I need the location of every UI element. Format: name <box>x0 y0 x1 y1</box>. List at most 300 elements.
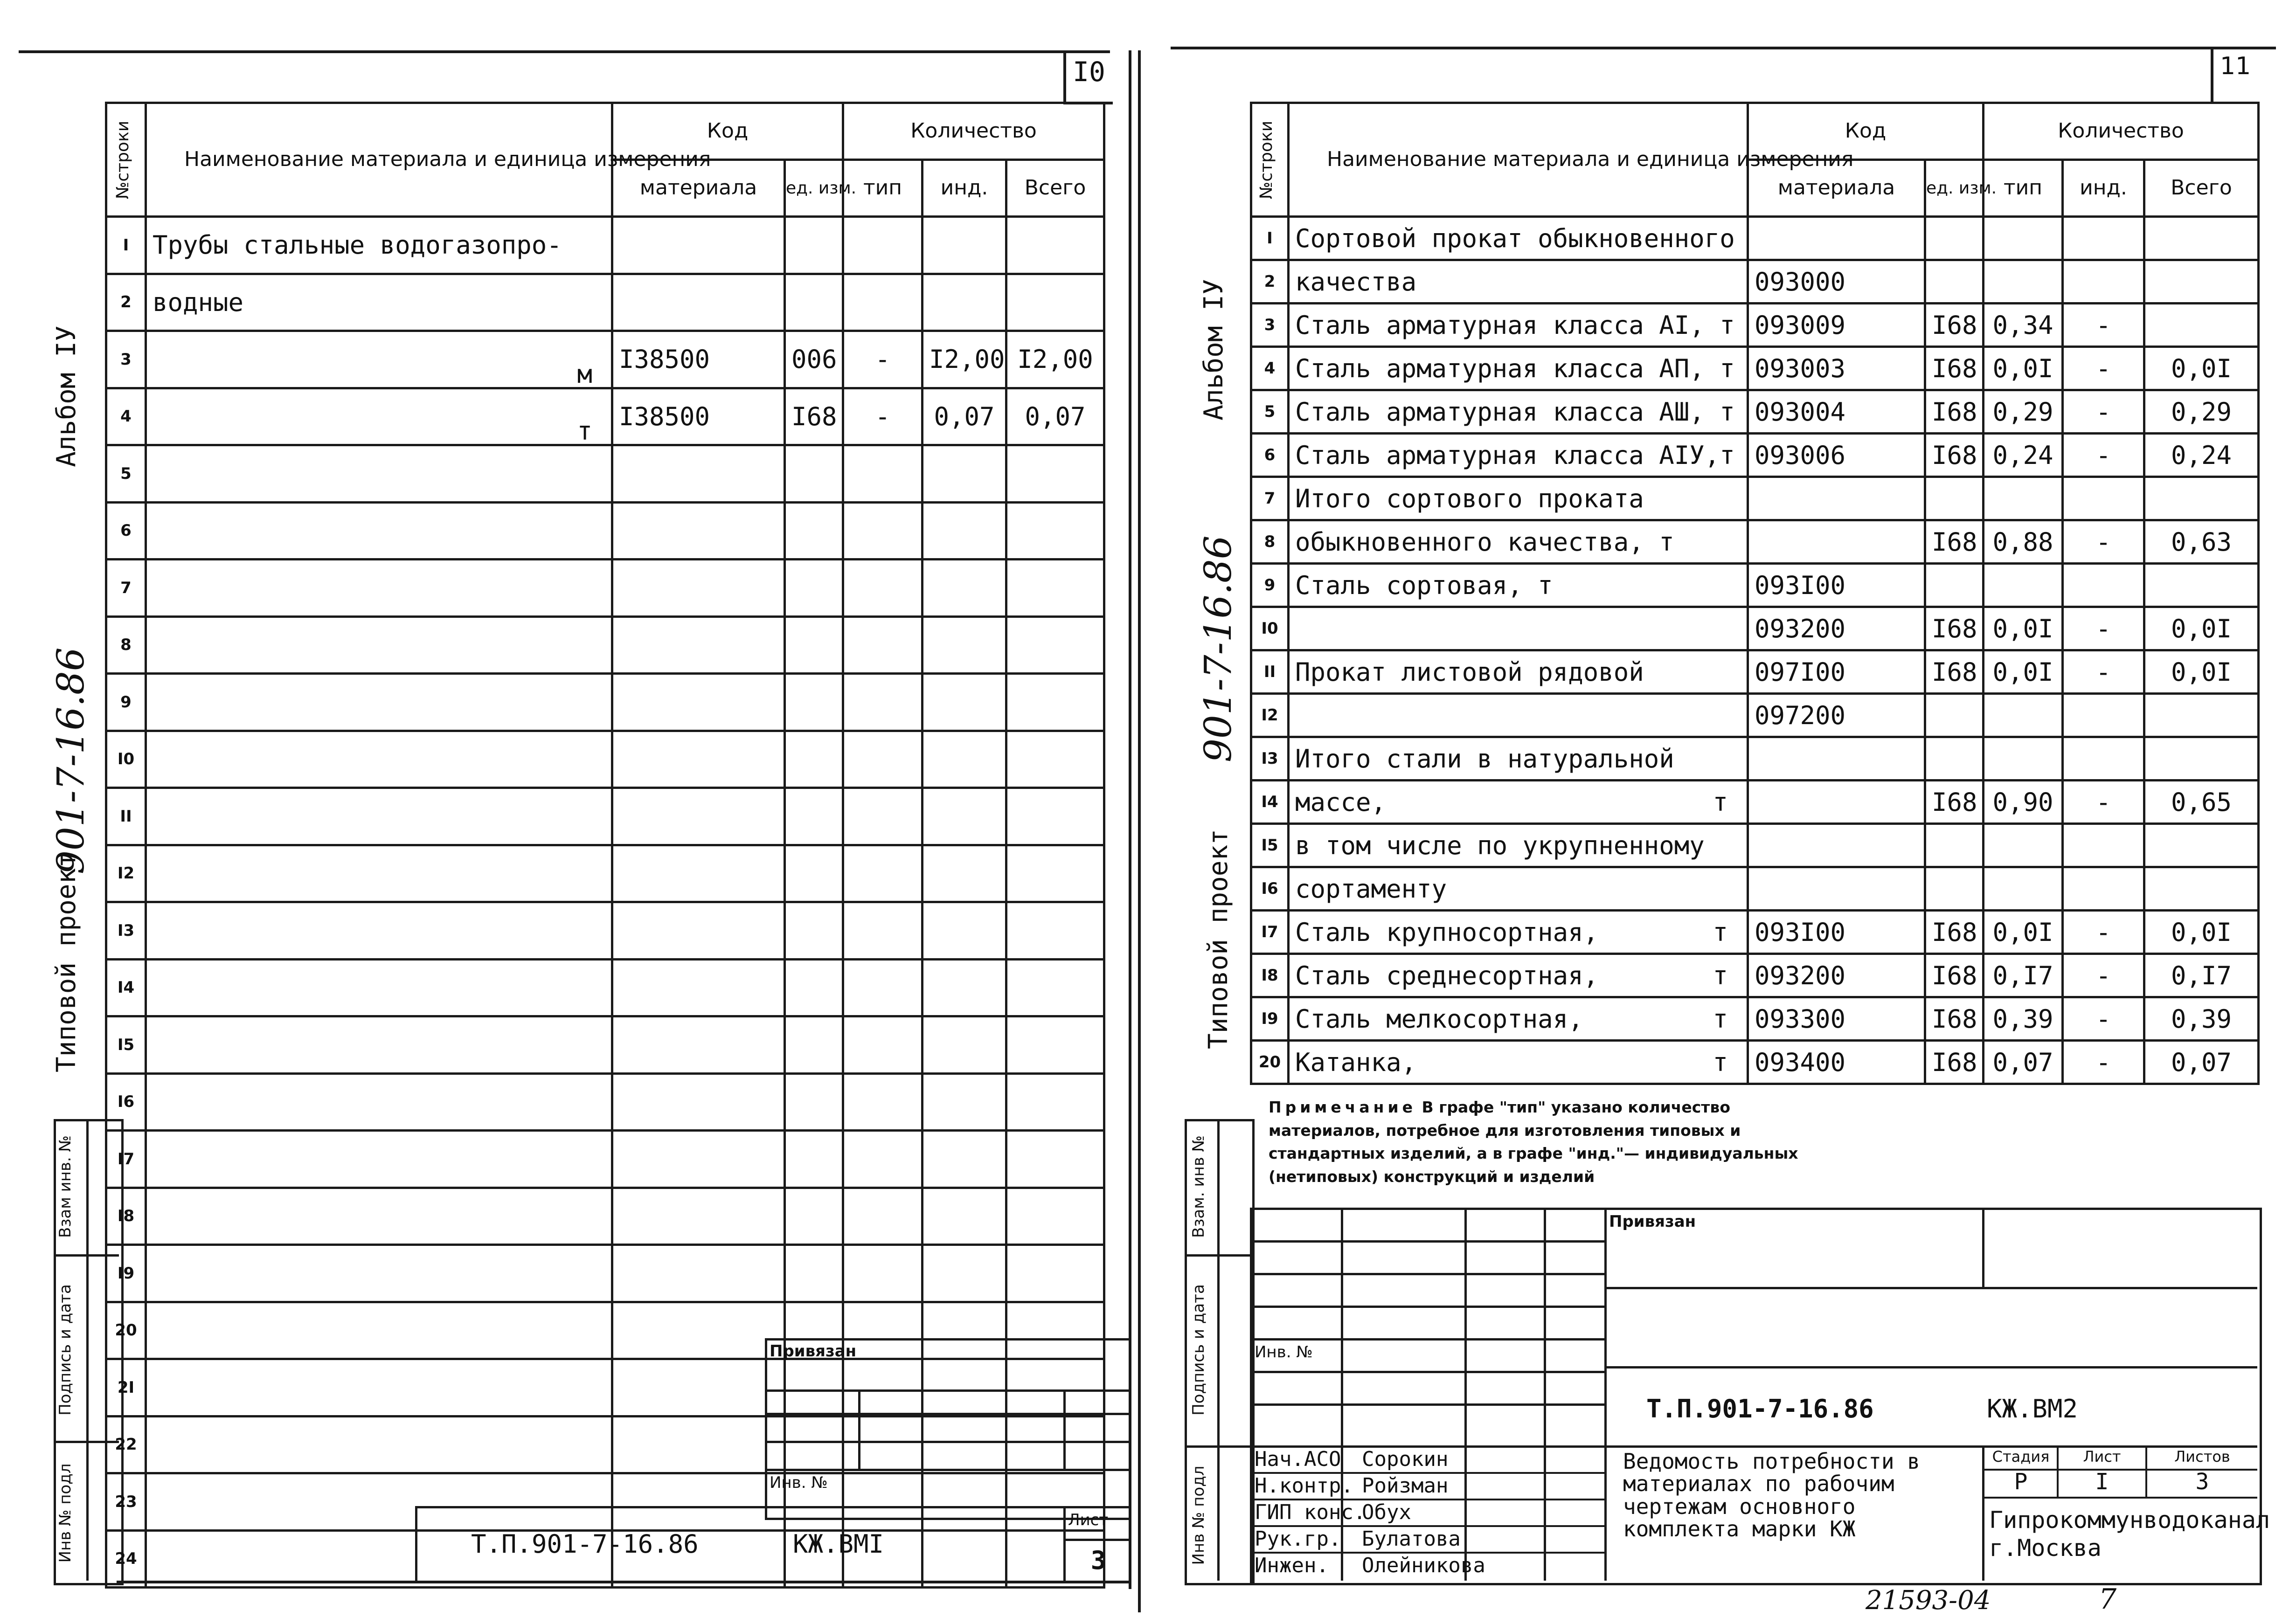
unit-code <box>785 502 843 560</box>
quantity-ind: - <box>2063 997 2144 1041</box>
material-name-text: в том числе по укрупненному <box>1295 830 1705 860</box>
material-name <box>1289 564 1748 607</box>
material-code <box>612 731 785 788</box>
material-name <box>1289 607 1748 650</box>
material-code: 093I00 <box>1748 564 1925 607</box>
quantity-total <box>1006 274 1104 331</box>
material-name <box>146 959 612 1016</box>
sheet-number: 3 <box>1090 1546 1106 1575</box>
row-number: I <box>106 217 146 274</box>
signatory-name: Олейникова <box>1362 1554 1485 1577</box>
material-name-text: обыкновенного качества, т <box>1295 527 1674 557</box>
quantity-ind: 0,07 <box>923 388 1006 445</box>
quantity-ind <box>2063 694 2144 737</box>
quantity-total: 0,0I <box>2144 347 2259 390</box>
signatory-name: Сорокин <box>1362 1447 1449 1471</box>
unit-of-measure: т <box>1713 917 1728 947</box>
unit-code <box>785 845 843 902</box>
quantity-total: 0,0I <box>2144 607 2259 650</box>
material-name <box>146 1016 612 1074</box>
table-row <box>1251 737 2259 781</box>
quantity-ind: - <box>2063 607 2144 650</box>
quantity-type <box>843 1188 923 1245</box>
quantity-ind <box>923 616 1006 674</box>
material-name <box>1289 737 1748 781</box>
album-label-right: Альбом IУ <box>1199 279 1229 421</box>
quantity-type <box>843 217 923 274</box>
material-code <box>1748 520 1925 564</box>
quantity-ind: - <box>2063 434 2144 477</box>
quantity-total: I2,00 <box>1006 331 1104 388</box>
quantity-ind <box>923 845 1006 902</box>
note-title: Примечание <box>1269 1098 1416 1116</box>
material-code <box>1748 824 1925 867</box>
unit-code <box>1925 737 1984 781</box>
album-label: Альбом IУ <box>51 325 82 467</box>
table-row <box>1251 1041 2259 1084</box>
signatory-name: Ройзман <box>1362 1474 1449 1498</box>
quantity-ind: - <box>2063 520 2144 564</box>
table-row <box>1251 867 2259 911</box>
material-code: 093000 <box>1748 260 1925 304</box>
unit-code <box>785 731 843 788</box>
unit-code <box>785 674 843 731</box>
table-row <box>1251 564 2259 607</box>
material-code <box>612 1016 785 1074</box>
material-name <box>1289 477 1748 520</box>
quantity-ind: I2,00 <box>923 331 1006 388</box>
table-row <box>1251 477 2259 520</box>
table-row <box>106 502 1104 560</box>
sheet-label: Лист <box>1068 1511 1109 1529</box>
quantity-total <box>2144 694 2259 737</box>
unit-code <box>785 616 843 674</box>
quantity-type <box>843 1245 923 1302</box>
margin-label-signature: Подпись и дата <box>56 1284 75 1416</box>
row-number: I9 <box>106 1245 146 1302</box>
material-name <box>146 1359 612 1417</box>
quantity-type <box>843 845 923 902</box>
table-row <box>1251 304 2259 347</box>
project-code-handwritten-right: 901-7-16.86 <box>1196 535 1240 762</box>
table-row <box>1251 217 2259 260</box>
quantity-type: 0,24 <box>1984 434 2063 477</box>
table-row <box>106 902 1104 960</box>
unit-code <box>785 1245 843 1302</box>
quantity-ind: - <box>2063 304 2144 347</box>
row-number: 20 <box>1251 1041 1289 1084</box>
quantity-total <box>2144 260 2259 304</box>
material-name <box>1289 390 1748 434</box>
material-name-text: Прокат листовой рядовой <box>1295 657 1644 687</box>
quantity-total <box>1006 502 1104 560</box>
material-name <box>146 217 612 274</box>
row-number: I <box>1251 217 1289 260</box>
unit-code: I68 <box>1925 347 1984 390</box>
material-code <box>612 674 785 731</box>
material-name <box>146 1131 612 1188</box>
material-name <box>1289 694 1748 737</box>
signatory-name: Булатова <box>1362 1527 1461 1551</box>
quantity-type <box>843 502 923 560</box>
material-code: 093200 <box>1748 607 1925 650</box>
quantity-ind <box>2063 564 2144 607</box>
material-name <box>1289 781 1748 824</box>
doc-number-right: Т.П.901-7-16.86 <box>1646 1394 1874 1424</box>
table-row <box>106 959 1104 1016</box>
quantity-total <box>1006 1073 1104 1131</box>
table-row <box>1251 650 2259 694</box>
material-code: I38500 <box>612 388 785 445</box>
table-row <box>1251 781 2259 824</box>
quantity-total <box>2144 867 2259 911</box>
quantity-type: - <box>843 331 923 388</box>
row-number: 6 <box>106 502 146 560</box>
row-number: 9 <box>106 674 146 731</box>
doc-mark: КЖ.ВМI <box>793 1529 884 1559</box>
material-code <box>1748 737 1925 781</box>
row-number: 23 <box>106 1473 146 1531</box>
quantity-total <box>1006 902 1104 960</box>
material-name <box>146 274 612 331</box>
table-row <box>1251 911 2259 954</box>
quantity-type: 0,0I <box>1984 347 2063 390</box>
row-number: II <box>1251 650 1289 694</box>
row-number: 4 <box>106 388 146 445</box>
table-row <box>106 560 1104 617</box>
material-name-text: Итого стали в натуральной <box>1295 744 1674 774</box>
privyazan-label: Привязан <box>770 1342 857 1361</box>
material-name-text: Итого сортового проката <box>1295 484 1644 513</box>
unit-code <box>1925 217 1984 260</box>
signatory-role: Инжен. <box>1255 1554 1329 1577</box>
row-number: I5 <box>1251 824 1289 867</box>
table-row <box>106 217 1104 274</box>
right-materials-table <box>1250 102 2260 1085</box>
doc-number: Т.П.901-7-16.86 <box>471 1529 699 1559</box>
material-name-text: Катанка, <box>1295 1047 1417 1077</box>
quantity-type <box>843 1131 923 1188</box>
row-number: I8 <box>1251 954 1289 997</box>
material-code <box>612 217 785 274</box>
quantity-type: 0,90 <box>1984 781 2063 824</box>
row-number: I6 <box>1251 867 1289 911</box>
quantity-type <box>1984 824 2063 867</box>
material-code: 093400 <box>1748 1041 1925 1084</box>
material-name <box>146 845 612 902</box>
material-code: 097I00 <box>1748 650 1925 694</box>
row-number: 7 <box>1251 477 1289 520</box>
material-code: 097200 <box>1748 694 1925 737</box>
quantity-ind: - <box>2063 911 2144 954</box>
quantity-type: 0,34 <box>1984 304 2063 347</box>
material-name <box>1289 650 1748 694</box>
unit-code: I68 <box>1925 911 1984 954</box>
quantity-type: 0,0I <box>1984 607 2063 650</box>
row-number: I2 <box>106 845 146 902</box>
quantity-total: 0,0I <box>2144 650 2259 694</box>
table-row <box>106 1131 1104 1188</box>
row-number: II <box>106 788 146 845</box>
row-number: 7 <box>106 560 146 617</box>
quantity-ind: - <box>2063 390 2144 434</box>
material-name <box>146 502 612 560</box>
table-row <box>106 788 1104 845</box>
material-name <box>146 331 612 388</box>
material-code <box>1748 867 1925 911</box>
quantity-total: 0,0I <box>2144 911 2259 954</box>
row-number: 9 <box>1251 564 1289 607</box>
quantity-type <box>843 274 923 331</box>
signatory-role: Рук.гр. <box>1255 1527 1341 1551</box>
quantity-type <box>843 731 923 788</box>
quantity-total: 0,24 <box>2144 434 2259 477</box>
quantity-ind: - <box>2063 1041 2144 1084</box>
quantity-total <box>1006 731 1104 788</box>
quantity-total <box>1006 1188 1104 1245</box>
unit-of-measure: т <box>1713 961 1728 990</box>
material-code <box>612 445 785 503</box>
quantity-ind <box>923 274 1006 331</box>
organization: Гипрокоммунводоканал г.Москва <box>1989 1507 2270 1562</box>
unit-code: I68 <box>1925 1041 1984 1084</box>
name-header: Наименование материала и единица измерения <box>146 103 612 217</box>
table-row <box>1251 824 2259 867</box>
unit-code: I68 <box>785 388 843 445</box>
material-code <box>1748 477 1925 520</box>
quantity-ind <box>923 902 1006 960</box>
quantity-ind <box>923 788 1006 845</box>
unit-of-measure: т <box>1713 787 1728 817</box>
unit-code: I68 <box>1925 390 1984 434</box>
quantity-type <box>1984 477 2063 520</box>
table-row <box>1251 347 2259 390</box>
material-name <box>146 445 612 503</box>
quantity-ind <box>923 1188 1006 1245</box>
quantity-ind: - <box>2063 954 2144 997</box>
table-row <box>106 1245 1104 1302</box>
material-name-text: Сталь арматурная класса АП, т <box>1295 353 1735 383</box>
row-number: 2I <box>106 1359 146 1417</box>
unit-of-measure: т <box>1713 1047 1728 1077</box>
quantity-type-header: тип <box>843 160 923 217</box>
archive-number: 21593-04 <box>1866 1585 1991 1616</box>
quantity-type <box>1984 217 2063 260</box>
material-name <box>1289 304 1748 347</box>
quantity-ind: - <box>2063 650 2144 694</box>
unit-code: I68 <box>1925 434 1984 477</box>
quantity-type <box>843 788 923 845</box>
material-code <box>612 616 785 674</box>
table-row <box>1251 694 2259 737</box>
unit-code <box>1925 564 1984 607</box>
quantity-total <box>2144 217 2259 260</box>
margin-label-inv-right: Инв № подл <box>1189 1465 1208 1565</box>
unit-code <box>1925 260 1984 304</box>
quantity-type <box>843 445 923 503</box>
material-name-text: качества <box>1295 267 1417 297</box>
table-row <box>1251 954 2259 997</box>
quantity-ind <box>923 560 1006 617</box>
quantity-ind: - <box>2063 347 2144 390</box>
quantity-ind <box>923 217 1006 274</box>
material-code: 093006 <box>1748 434 1925 477</box>
inv-label-right: Инв. № <box>1255 1343 1313 1361</box>
material-code <box>612 902 785 960</box>
quantity-total: 0,63 <box>2144 520 2259 564</box>
quantity-ind <box>923 674 1006 731</box>
material-code <box>612 1302 785 1359</box>
unit-code: I68 <box>1925 520 1984 564</box>
material-code <box>612 959 785 1016</box>
quantity-type <box>843 902 923 960</box>
unit-code <box>785 217 843 274</box>
material-code <box>612 845 785 902</box>
inv-label: Инв. № <box>770 1473 828 1492</box>
table-row <box>1251 520 2259 564</box>
stage-value: Р <box>2014 1469 2028 1495</box>
table-row <box>106 1188 1104 1245</box>
code-header: Код <box>612 103 843 160</box>
material-name <box>146 788 612 845</box>
unit-code <box>785 902 843 960</box>
quantity-total <box>1006 616 1104 674</box>
row-number: 3 <box>106 331 146 388</box>
material-code <box>1748 781 1925 824</box>
material-name <box>1289 954 1748 997</box>
quantity-type: 0,88 <box>1984 520 2063 564</box>
material-code <box>612 1359 785 1417</box>
unit-code: I68 <box>1925 650 1984 694</box>
row-number: 8 <box>1251 520 1289 564</box>
quantity-ind <box>2063 217 2144 260</box>
material-name <box>146 616 612 674</box>
code-unit-header: ед. изм. <box>785 160 843 217</box>
material-name <box>146 1073 612 1131</box>
material-code <box>612 1131 785 1188</box>
code-header-right: Код <box>1748 103 1984 160</box>
quantity-total <box>1006 788 1104 845</box>
unit-code: 006 <box>785 331 843 388</box>
sheets-value: 3 <box>2195 1469 2209 1495</box>
quantity-type <box>1984 694 2063 737</box>
unit-of-measure: м <box>577 359 592 389</box>
table-row <box>1251 390 2259 434</box>
table-row <box>106 674 1104 731</box>
material-name-text: сортаменту <box>1295 874 1447 904</box>
sheet-label-right: Лист <box>2083 1448 2121 1465</box>
row-number: 3 <box>1251 304 1289 347</box>
table-row <box>1251 260 2259 304</box>
quantity-ind <box>2063 824 2144 867</box>
table-row <box>106 388 1104 445</box>
margin-label-replace: Взам инв. № <box>56 1135 75 1238</box>
table-row <box>1251 607 2259 650</box>
quantity-type <box>1984 737 2063 781</box>
material-name-text: Сталь арматурная класса AI, т <box>1295 310 1735 340</box>
material-code <box>612 1188 785 1245</box>
material-code: 093300 <box>1748 997 1925 1041</box>
name-header-right: Наименование материала и единица измерения <box>1289 103 1748 217</box>
material-name <box>1289 434 1748 477</box>
table-row <box>1251 434 2259 477</box>
quantity-ind <box>923 502 1006 560</box>
row-number: I6 <box>106 1073 146 1131</box>
unit-code <box>785 445 843 503</box>
material-code <box>612 1416 785 1473</box>
unit-code <box>785 1073 843 1131</box>
quantity-ind-header-right: инд. <box>2063 160 2144 217</box>
unit-code <box>1925 824 1984 867</box>
quantity-type: 0,29 <box>1984 390 2063 434</box>
privyazan-label-right: Привязан <box>1609 1212 1696 1231</box>
quantity-type <box>843 560 923 617</box>
unit-of-measure: т <box>577 416 592 446</box>
quantity-ind: - <box>2063 781 2144 824</box>
row-number: 2 <box>106 274 146 331</box>
material-name <box>146 388 612 445</box>
quantity-type: - <box>843 388 923 445</box>
row-number: I3 <box>106 902 146 960</box>
quantity-header: Количество <box>843 103 1104 160</box>
margin-label-replace-right: Взам. инв № <box>1189 1135 1208 1238</box>
unit-code <box>785 1188 843 1245</box>
unit-code: I68 <box>1925 997 1984 1041</box>
material-name-text: Трубы стальные водогазопро- <box>153 230 562 260</box>
signatory-role: ГИП конс. <box>1255 1500 1366 1524</box>
row-number: I5 <box>106 1016 146 1074</box>
quantity-type <box>843 674 923 731</box>
material-name <box>146 1245 612 1302</box>
quantity-total-header-right: Всего <box>2144 160 2259 217</box>
quantity-type <box>843 1073 923 1131</box>
unit-code <box>785 788 843 845</box>
quantity-total <box>1006 1131 1104 1188</box>
quantity-ind <box>923 1245 1006 1302</box>
margin-label-inv: Инв № подл <box>56 1463 75 1563</box>
row-number: 22 <box>106 1416 146 1473</box>
row-number: 2 <box>1251 260 1289 304</box>
unit-code <box>785 274 843 331</box>
signatory-name: Обух <box>1362 1500 1411 1524</box>
row-number: 24 <box>106 1530 146 1588</box>
unit-code: I68 <box>1925 304 1984 347</box>
unit-code <box>1925 694 1984 737</box>
quantity-ind <box>923 1016 1006 1074</box>
material-name-text: Сталь среднесортная, <box>1295 961 1599 990</box>
quantity-header-right: Количество <box>1984 103 2259 160</box>
material-code <box>612 274 785 331</box>
table-row <box>106 845 1104 902</box>
material-name <box>1289 260 1748 304</box>
quantity-total: 0,07 <box>2144 1041 2259 1084</box>
unit-code: I68 <box>1925 607 1984 650</box>
row-number: I7 <box>106 1131 146 1188</box>
quantity-type: 0,07 <box>1984 1041 2063 1084</box>
row-number: 20 <box>106 1302 146 1359</box>
material-name-text: массе, <box>1295 787 1387 817</box>
code-material-header: материала <box>612 160 785 217</box>
quantity-type: 0,0I <box>1984 650 2063 694</box>
row-number: 5 <box>1251 390 1289 434</box>
quantity-total <box>2144 824 2259 867</box>
table-row <box>106 445 1104 503</box>
signatory-role: Нач.АСО <box>1255 1447 1341 1471</box>
quantity-ind <box>923 731 1006 788</box>
material-name <box>1289 1041 1748 1084</box>
quantity-type <box>843 1016 923 1074</box>
quantity-total <box>1006 845 1104 902</box>
